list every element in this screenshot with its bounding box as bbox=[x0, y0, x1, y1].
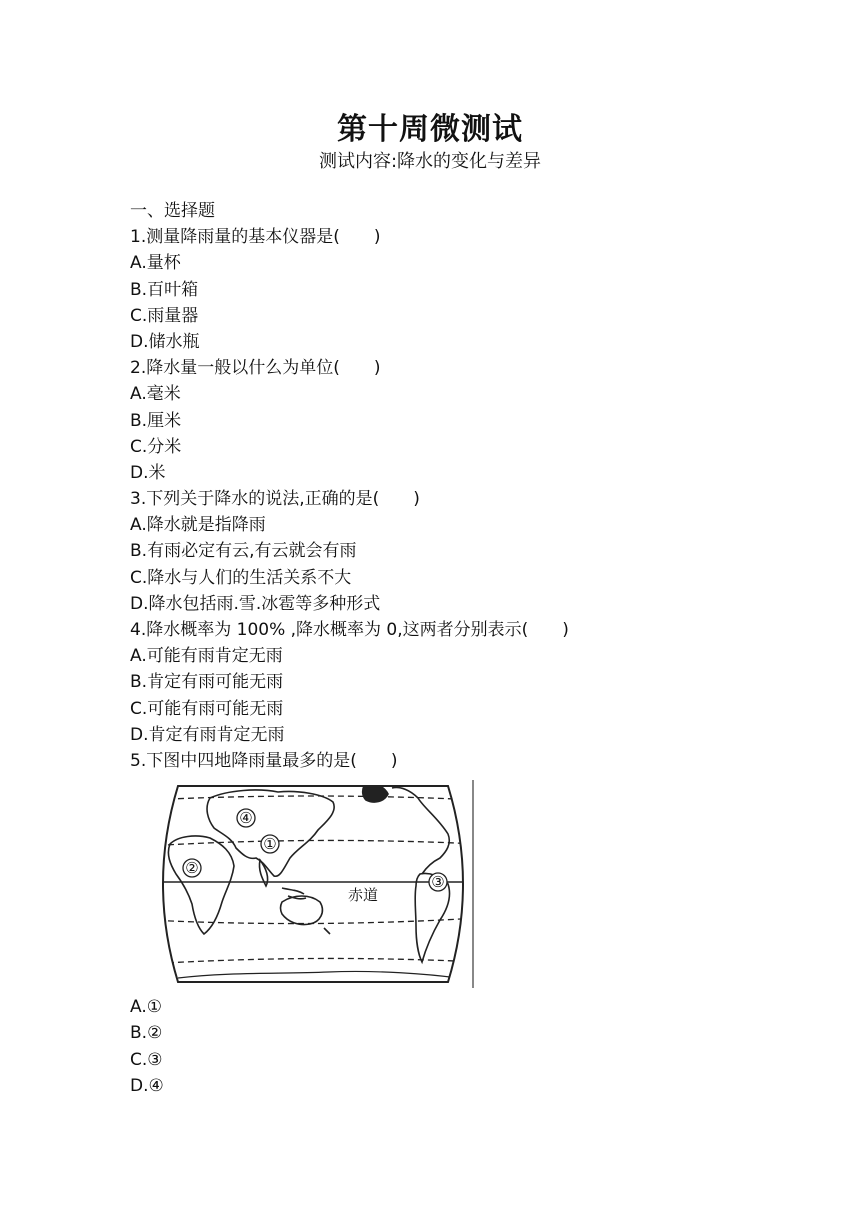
question-stem: 2.降水量一般以什么为单位( ) bbox=[130, 358, 381, 379]
question-stem: 5.下图中四地降雨量最多的是( ) bbox=[130, 750, 398, 771]
option-c: C.降水与人们的生活关系不大 bbox=[130, 567, 352, 588]
option-c: C.雨量器 bbox=[130, 305, 199, 326]
option-d: D.降水包括雨.雪.冰雹等多种形式 bbox=[130, 593, 381, 614]
question-stem: 1.测量降雨量的基本仪器是( ) bbox=[130, 227, 381, 248]
question-5 bbox=[130, 748, 770, 1099]
question-3 bbox=[130, 486, 770, 617]
question-stem: 3.下列关于降水的说法,正确的是( ) bbox=[130, 489, 420, 510]
option-d: D.肯定有雨肯定无雨 bbox=[130, 724, 285, 745]
option-a: A.① bbox=[130, 997, 162, 1018]
question-1 bbox=[130, 224, 770, 355]
option-a: A.毫米 bbox=[130, 384, 181, 405]
option-d: D.储水瓶 bbox=[130, 331, 200, 352]
option-c: C.③ bbox=[130, 1049, 163, 1070]
world-map bbox=[148, 778, 478, 990]
option-d: D.米 bbox=[130, 462, 166, 483]
world-map-figure bbox=[148, 778, 478, 990]
question-stem: 4.降水概率为 100% ,降水概率为 0,这两者分别表示( ) bbox=[130, 620, 569, 640]
page-subtitle: 测试内容:降水的变化与差异 bbox=[318, 151, 542, 172]
marker-4-label: ④ bbox=[239, 809, 253, 828]
option-d: D.④ bbox=[130, 1075, 164, 1096]
option-b: B.② bbox=[130, 1023, 163, 1044]
marker-2-label: ② bbox=[185, 859, 199, 878]
question-4 bbox=[130, 617, 770, 748]
marker-1-label: ① bbox=[263, 835, 277, 854]
marker-3-label: ③ bbox=[431, 873, 445, 892]
option-b: B.肯定有雨可能无雨 bbox=[130, 672, 284, 693]
option-a: A.可能有雨肯定无雨 bbox=[130, 646, 283, 667]
quiz-content bbox=[130, 198, 770, 1099]
option-b: B.厘米 bbox=[130, 410, 182, 431]
section-heading: 一、选择题 bbox=[130, 201, 215, 221]
option-b: B.有雨必定有云,有云就会有雨 bbox=[130, 541, 357, 562]
option-c: C.可能有雨可能无雨 bbox=[130, 698, 284, 719]
option-a: A.降水就是指降雨 bbox=[130, 515, 266, 536]
equator-label: 赤道 bbox=[348, 886, 379, 905]
page-title: 第十周微测试 bbox=[337, 112, 523, 147]
option-c: C.分米 bbox=[130, 436, 182, 457]
option-b: B.百叶箱 bbox=[130, 279, 199, 300]
question-2 bbox=[130, 355, 770, 486]
option-a: A.量杯 bbox=[130, 253, 181, 274]
